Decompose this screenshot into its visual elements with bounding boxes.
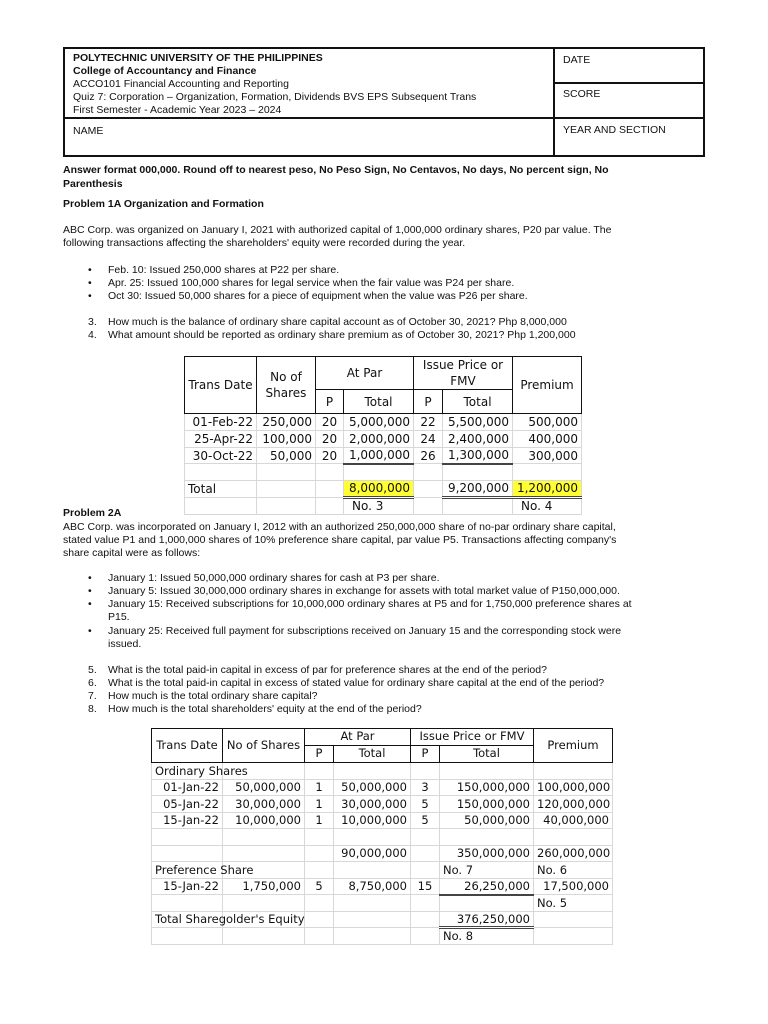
table-cell: 24 <box>414 431 443 448</box>
table-cell: 17,500,000 <box>534 878 613 895</box>
header-trans-date: Trans Date <box>185 357 257 414</box>
table-cell <box>257 464 316 481</box>
bullet-icon: • <box>88 598 92 610</box>
table-cell: 26 <box>414 447 443 464</box>
table-header-row <box>185 357 582 390</box>
table-cell <box>534 829 613 846</box>
table-cell <box>305 911 334 928</box>
title-box <box>63 47 555 119</box>
table-cell: 01-Jan-22 <box>152 779 223 796</box>
problem1-intro <box>63 224 611 250</box>
table-cell <box>534 928 613 945</box>
table-header-row <box>152 729 613 746</box>
date-label: DATE <box>563 54 591 66</box>
table-cell <box>305 845 334 862</box>
table-cell: 01-Feb-22 <box>185 414 257 431</box>
table-cell <box>185 497 257 514</box>
table-cell: 400,000 <box>513 431 582 448</box>
table-cell: 30,000,000 <box>223 796 305 813</box>
table-row <box>152 779 613 796</box>
table-cell: No. 4 <box>513 497 582 514</box>
table-cell: 1 <box>305 796 334 813</box>
table-cell: 15 <box>411 878 440 895</box>
table-cell: 15-Jan-22 <box>152 878 223 895</box>
table-cell: 2,400,000 <box>443 431 513 448</box>
table-cell: 5,500,000 <box>443 414 513 431</box>
bullet-icon: • <box>88 585 92 597</box>
table-cell <box>411 895 440 912</box>
bullet-item: January 15: Received subscriptions for 10,000,000 ordinary shares at P5 and for 1,750,000 preference shares at <box>108 598 632 610</box>
table-cell <box>334 895 411 912</box>
table-row <box>185 464 582 481</box>
year-section-label: YEAR AND SECTION <box>563 124 666 136</box>
table-cell <box>152 829 223 846</box>
question-text: What is the total paid-in capital in excess of stated value for ordinary share capital at the end of the period? <box>108 677 605 689</box>
table-cell <box>513 464 582 481</box>
table-row <box>152 845 613 862</box>
header-issue-price: Issue Price or FMV <box>414 357 513 390</box>
table-cell: 3 <box>411 779 440 796</box>
bullet-icon: • <box>88 277 92 289</box>
question-number: 6. <box>88 677 97 689</box>
header-total-par: Total <box>344 390 414 414</box>
table-cell <box>152 895 223 912</box>
bullet-item: P15. <box>108 611 130 623</box>
table-cell: 150,000,000 <box>440 779 534 796</box>
table-cell <box>440 763 534 780</box>
name-label: NAME <box>73 125 104 137</box>
table-cell <box>411 829 440 846</box>
table-cell: 5 <box>411 812 440 829</box>
table-cell: 5 <box>305 878 334 895</box>
table-cell <box>223 845 305 862</box>
table-row <box>152 878 613 895</box>
table-cell: 15-Jan-22 <box>152 812 223 829</box>
table-cell <box>334 911 411 928</box>
table-cell: Total <box>185 481 257 498</box>
intro-line: stated value P1 and 1,000,000 shares of 10% preference share capital, par value P5. Transactions affecting company's <box>63 534 617 546</box>
table-cell <box>223 928 305 945</box>
header-no-shares: No of Shares <box>223 729 305 763</box>
table-cell: 26,250,000 <box>440 878 534 895</box>
bullet-icon: • <box>88 572 92 584</box>
table-cell: 8,000,000 <box>344 481 414 498</box>
table-cell <box>414 464 443 481</box>
table-cell: Preference Share <box>152 862 223 879</box>
question-number: 8. <box>88 703 97 715</box>
table-cell: 9,200,000 <box>443 481 513 498</box>
header-total-issue: Total <box>440 746 534 763</box>
bullet-item: Feb. 10: Issued 250,000 shares at P22 per share. <box>108 264 340 276</box>
table-row <box>185 447 582 464</box>
table-cell: 20 <box>316 447 344 464</box>
table-cell: 22 <box>414 414 443 431</box>
bullet-item: January 1: Issued 50,000,000 ordinary shares for cash at P3 per share. <box>108 572 440 584</box>
table-row <box>185 497 582 514</box>
date-field[interactable] <box>553 47 705 84</box>
table-cell: No. 5 <box>534 895 613 912</box>
instruction-line: Parenthesis <box>63 178 123 190</box>
table-row <box>185 481 582 498</box>
table-cell <box>334 763 411 780</box>
table-row <box>185 414 582 431</box>
quiz-header <box>63 47 705 157</box>
intro-line: following transactions affecting the shareholders' equity were recorded during the year. <box>63 237 466 249</box>
semester: First Semester - Academic Year 2023 – 2024 <box>73 104 282 116</box>
question-number: 5. <box>88 664 97 676</box>
name-field[interactable] <box>63 117 555 157</box>
bullet-icon: • <box>88 290 92 302</box>
header-p-issue: P <box>411 746 440 763</box>
instructions <box>63 164 609 191</box>
table-cell: Total Sharegolder's Equity <box>152 911 223 928</box>
table-cell: 90,000,000 <box>334 845 411 862</box>
problem2-table <box>151 728 613 945</box>
question-number: 3. <box>88 316 97 328</box>
table-cell: 1,300,000 <box>443 447 513 464</box>
table-cell <box>440 829 534 846</box>
table-cell: 20 <box>316 414 344 431</box>
table-cell <box>443 497 513 514</box>
bullet-item: Apr. 25: Issued 100,000 shares for legal service when the fair value was P24 per share. <box>108 277 515 289</box>
table-cell: Ordinary Shares <box>152 763 223 780</box>
question-text: How much is the total shareholders' equity at the end of the period? <box>108 703 422 715</box>
bullet-item: issued. <box>108 638 142 650</box>
table-cell <box>414 481 443 498</box>
table-cell: 100,000 <box>257 431 316 448</box>
table-cell: 10,000,000 <box>223 812 305 829</box>
table-cell <box>411 862 440 879</box>
table-cell <box>334 928 411 945</box>
table-cell: 20 <box>316 431 344 448</box>
problem1-table <box>184 356 582 515</box>
table-cell: 250,000 <box>257 414 316 431</box>
bullet-icon: • <box>88 625 92 637</box>
question-number: 7. <box>88 690 97 702</box>
table-cell <box>185 464 257 481</box>
table-cell <box>257 497 316 514</box>
table-row <box>152 796 613 813</box>
table-cell <box>443 464 513 481</box>
table-cell <box>534 911 613 928</box>
table-cell <box>223 829 305 846</box>
question-text: What is the total paid-in capital in excess of par for preference shares at the end of the period? <box>108 664 547 676</box>
table-cell <box>305 928 334 945</box>
table-cell: 150,000,000 <box>440 796 534 813</box>
table-cell: 5 <box>411 796 440 813</box>
table-cell <box>411 928 440 945</box>
intro-line: ABC Corp. was organized on January I, 2021 with authorized capital of 1,000,000 ordinary shares, P20 par value. The <box>63 224 612 236</box>
table-cell: 120,000,000 <box>534 796 613 813</box>
table-cell: 05-Jan-22 <box>152 796 223 813</box>
table-cell: 260,000,000 <box>534 845 613 862</box>
table-cell: No. 8 <box>440 928 534 945</box>
table-cell: 8,750,000 <box>334 878 411 895</box>
table-row <box>185 431 582 448</box>
table-cell <box>305 862 334 879</box>
table-cell: 1 <box>305 779 334 796</box>
table-cell <box>305 829 334 846</box>
table-cell: 1,200,000 <box>513 481 582 498</box>
table-cell: 30,000,000 <box>334 796 411 813</box>
table-cell: 100,000,000 <box>534 779 613 796</box>
header-total-issue: Total <box>443 390 513 414</box>
header-p-par: P <box>305 746 334 763</box>
score-field[interactable] <box>553 82 705 119</box>
bullet-item: Oct 30: Issued 50,000 shares for a piece of equipment when the value was P26 per share. <box>108 290 528 302</box>
bullet-item: January 5: Issued 30,000,000 ordinary shares in exchange for assets with total market value of P150,000,000. <box>108 585 620 597</box>
question-text: How much is the total ordinary share capital? <box>108 690 318 702</box>
question-text: How much is the balance of ordinary share capital account as of October 30, 2021? Php 8,000,000 <box>108 316 567 328</box>
intro-line: share capital were as follows: <box>63 547 201 559</box>
header-premium: Premium <box>513 357 582 414</box>
table-row <box>152 829 613 846</box>
table-cell: 50,000 <box>257 447 316 464</box>
instruction-line: Answer format 000,000. Round off to nearest peso, No Peso Sign, No Centavos, No days, No percent sign, No <box>63 164 609 176</box>
table-cell: No. 7 <box>440 862 534 879</box>
table-cell: 5,000,000 <box>344 414 414 431</box>
score-label: SCORE <box>563 88 601 100</box>
intro-line: ABC Corp. was incorporated on January I, 2012 with an authorized 250,000,000 share of no-par ordinary share capital, <box>63 521 616 533</box>
problem2-title: Problem 2A <box>63 507 122 519</box>
table-cell <box>440 895 534 912</box>
table-cell: 300,000 <box>513 447 582 464</box>
table-cell: 1,750,000 <box>223 878 305 895</box>
table-row <box>152 763 613 780</box>
table-cell: 30-Oct-22 <box>185 447 257 464</box>
table-cell: No. 3 <box>344 497 414 514</box>
table-cell <box>305 763 334 780</box>
problem1-title: Problem 1A Organization and Formation <box>63 198 264 210</box>
table-cell <box>316 481 344 498</box>
question-number: 4. <box>88 329 97 341</box>
table-cell: No. 6 <box>534 862 613 879</box>
header-at-par: At Par <box>316 357 414 390</box>
quiz-title: Quiz 7: Corporation – Organization, Formation, Dividends BVS EPS Subsequent Trans <box>73 91 477 103</box>
table-cell: 376,250,000 <box>440 911 534 928</box>
table-row <box>152 928 613 945</box>
table-cell: 500,000 <box>513 414 582 431</box>
university-name: POLYTECHNIC UNIVERSITY OF THE PHILIPPINES <box>73 52 323 64</box>
table-cell <box>257 481 316 498</box>
table-row <box>152 895 613 912</box>
header-no-shares: No of Shares <box>257 357 316 414</box>
table-cell <box>534 763 613 780</box>
question-text: What amount should be reported as ordinary share premium as of October 30, 2021? Php 1,200,000 <box>108 329 576 341</box>
table-cell: 350,000,000 <box>440 845 534 862</box>
bullet-item: January 25: Received full payment for subscriptions received on January 15 and the corresponding stock were <box>108 625 622 637</box>
table-cell <box>411 845 440 862</box>
header-p-issue: P <box>414 390 443 414</box>
table-cell <box>223 895 305 912</box>
table-cell <box>344 464 414 481</box>
header-p-par: P <box>316 390 344 414</box>
header-total-par: Total <box>334 746 411 763</box>
table-cell: 50,000,000 <box>223 779 305 796</box>
table-cell <box>411 763 440 780</box>
table-row <box>152 911 613 928</box>
table-cell: 2,000,000 <box>344 431 414 448</box>
year-section-field[interactable] <box>553 117 705 157</box>
college-name: College of Accountancy and Finance <box>73 65 257 77</box>
table-cell: 1,000,000 <box>344 447 414 464</box>
table-cell <box>411 911 440 928</box>
header-at-par: At Par <box>305 729 411 746</box>
table-cell <box>414 497 443 514</box>
header-issue-price: Issue Price or FMV <box>411 729 534 746</box>
bullet-icon: • <box>88 264 92 276</box>
course-name: ACCO101 Financial Accounting and Reporting <box>73 78 289 90</box>
table-row <box>152 812 613 829</box>
table-cell <box>316 464 344 481</box>
problem2-intro <box>63 521 616 560</box>
table-cell <box>316 497 344 514</box>
table-cell: 1 <box>305 812 334 829</box>
table-cell <box>334 862 411 879</box>
table-cell: 50,000,000 <box>334 779 411 796</box>
header-trans-date: Trans Date <box>152 729 223 763</box>
table-cell: 10,000,000 <box>334 812 411 829</box>
table-cell <box>334 829 411 846</box>
table-cell <box>152 928 223 945</box>
table-row <box>152 862 613 879</box>
table-cell <box>305 895 334 912</box>
table-cell: 50,000,000 <box>440 812 534 829</box>
header-premium: Premium <box>534 729 613 763</box>
table-cell: 25-Apr-22 <box>185 431 257 448</box>
table-cell <box>152 845 223 862</box>
table-cell: 40,000,000 <box>534 812 613 829</box>
